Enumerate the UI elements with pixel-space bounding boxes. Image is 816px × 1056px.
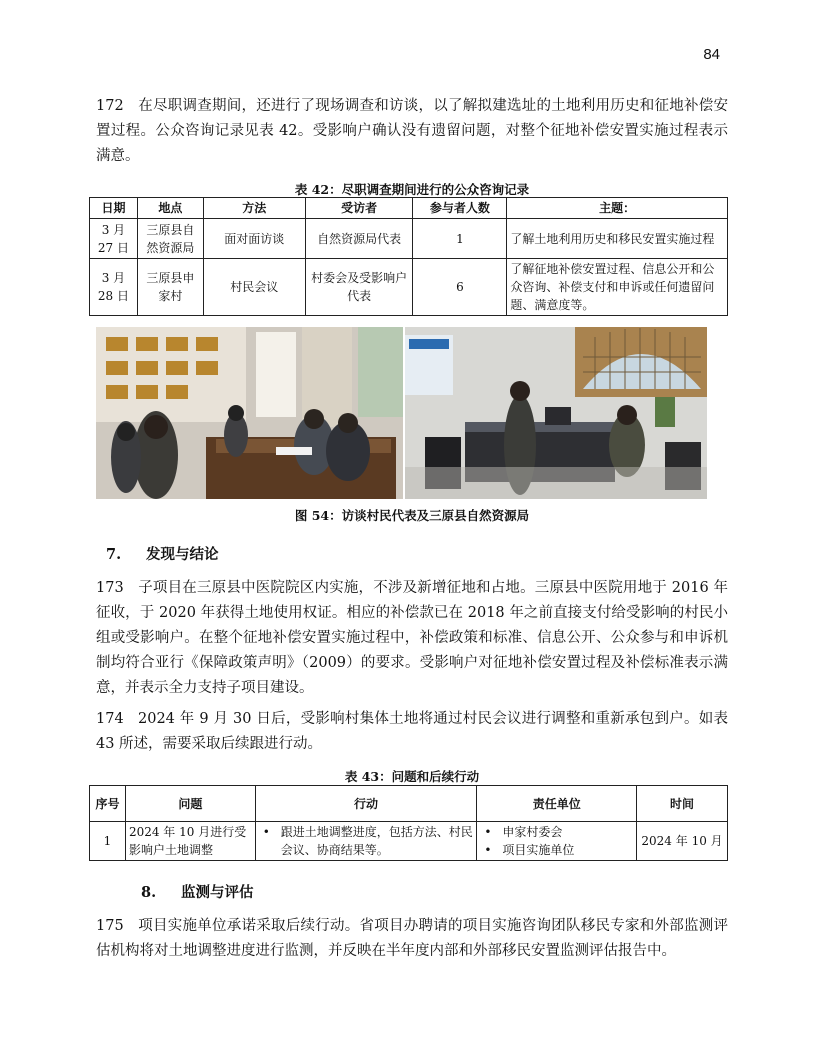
table-43-caption: 表 43：问题和后续行动 xyxy=(344,769,480,784)
section-number: 8. xyxy=(141,884,157,901)
cell-interviewee: 自然资源局代表 xyxy=(305,219,413,259)
table-header-row xyxy=(90,786,728,822)
header-cell: 时间 xyxy=(637,786,728,822)
header-cell: 问题 xyxy=(125,786,255,822)
cell-units xyxy=(477,822,637,861)
cell-method: 村民会议 xyxy=(203,259,305,316)
header-cell: 地点 xyxy=(137,198,203,219)
paragraph-text: 子项目在三原县中医院院区内实施，不涉及新增征地和占地。三原县中医院用地于 2016 年征收，于 2020 年获得土地使用权证。相应的补偿款已在 2018 年之前直接支付给受影响的村民小组或受影响户。在整个征地补偿安置实施过程中，补偿政策和标准、信息公开、公众参与和申诉机制均符合亚行《保障政策声明》（2009）的要求。受影响户对征地补偿安置过程及补偿标准表示满意，并表示全力支持子项目建设。 xyxy=(96,580,728,696)
cell-action xyxy=(255,822,477,861)
table-header-row xyxy=(90,198,728,219)
paragraph-174 xyxy=(96,707,728,757)
page-number: 84 xyxy=(703,46,720,63)
cell-location: 三原县申家村 xyxy=(137,259,203,316)
figure-54-caption: 图 54：访谈村民代表及三原县自然资源局 xyxy=(294,508,530,523)
list-item: • 申家村委会 xyxy=(480,823,633,841)
paragraph-number: 174 xyxy=(96,711,124,727)
paragraph-175 xyxy=(96,914,728,964)
paragraph-number: 172 xyxy=(96,98,124,114)
table-43 xyxy=(89,785,728,861)
photo-village-meeting xyxy=(96,327,403,499)
table-42-caption: 表 42：尽职调查期间进行的公众咨询记录 xyxy=(294,182,530,197)
list-item: • 跟进土地调整进度，包括方法、村民会议、协商结果等。 xyxy=(259,823,474,859)
action-list xyxy=(259,823,474,859)
table-row xyxy=(90,822,728,861)
cell-no: 1 xyxy=(90,822,126,861)
section-title: 发现与结论 xyxy=(146,546,219,563)
paragraph-text: 在尽职调查期间，还进行了现场调查和访谈，以了解拟建选址的土地利用历史和征地补偿安置过程。公众咨询记录见表 42。受影响户确认没有遗留问题，对整个征地补偿安置实施过程表示满意。 xyxy=(96,98,728,164)
cell-topic: 了解土地利用历史和移民安置实施过程 xyxy=(507,219,728,259)
list-item: • 项目实施单位 xyxy=(480,841,633,859)
header-cell: 日期 xyxy=(90,198,138,219)
paragraph-text: 2024 年 9 月 30 日后，受影响村集体土地将通过村民会议进行调整和重新承包到户。如表 43 所述，需要采取后续跟进行动。 xyxy=(96,711,728,752)
section-7-heading xyxy=(106,543,219,564)
unit-list xyxy=(480,823,633,859)
paragraph-number: 175 xyxy=(96,918,124,934)
table-42 xyxy=(89,197,728,316)
table-row xyxy=(90,219,728,259)
header-cell: 主题： xyxy=(507,198,728,219)
photo-bureau-visit xyxy=(405,327,707,499)
photo-village-meeting-image xyxy=(96,327,403,499)
paragraph-number: 173 xyxy=(96,580,124,596)
header-cell: 责任单位 xyxy=(477,786,637,822)
cell-participants: 6 xyxy=(413,259,507,316)
cell-location: 三原县自然资源局 xyxy=(137,219,203,259)
section-8-heading xyxy=(141,881,254,902)
table-row xyxy=(90,259,728,316)
header-cell: 序号 xyxy=(90,786,126,822)
cell-time: 2024 年 10 月 xyxy=(637,822,728,861)
paragraph-173 xyxy=(96,576,728,701)
cell-date: 3 月 28 日 xyxy=(90,259,138,316)
cell-issue: 2024 年 10 月进行受影响户土地调整 xyxy=(125,822,255,861)
header-cell: 方法 xyxy=(203,198,305,219)
cell-interviewee: 村委会及受影响户代表 xyxy=(305,259,413,316)
header-cell: 参与者人数 xyxy=(413,198,507,219)
paragraph-text: 项目实施单位承诺采取后续行动。省项目办聘请的项目实施咨询团队移民专家和外部监测评估机构将对土地调整进度进行监测，并反映在半年度内部和外部移民安置监测评估报告中。 xyxy=(96,918,728,959)
section-number: 7. xyxy=(106,546,122,563)
cell-method: 面对面访谈 xyxy=(203,219,305,259)
cell-topic: 了解征地补偿安置过程、信息公开和公众咨询、补偿支付和申诉或任何遗留问题、满意度等。 xyxy=(507,259,728,316)
cell-participants: 1 xyxy=(413,219,507,259)
photo-bureau-visit-image xyxy=(405,327,707,499)
cell-date: 3 月 27 日 xyxy=(90,219,138,259)
header-cell: 行动 xyxy=(255,786,477,822)
header-cell: 受访者 xyxy=(305,198,413,219)
paragraph-172 xyxy=(96,94,728,169)
section-title: 监测与评估 xyxy=(181,884,254,901)
